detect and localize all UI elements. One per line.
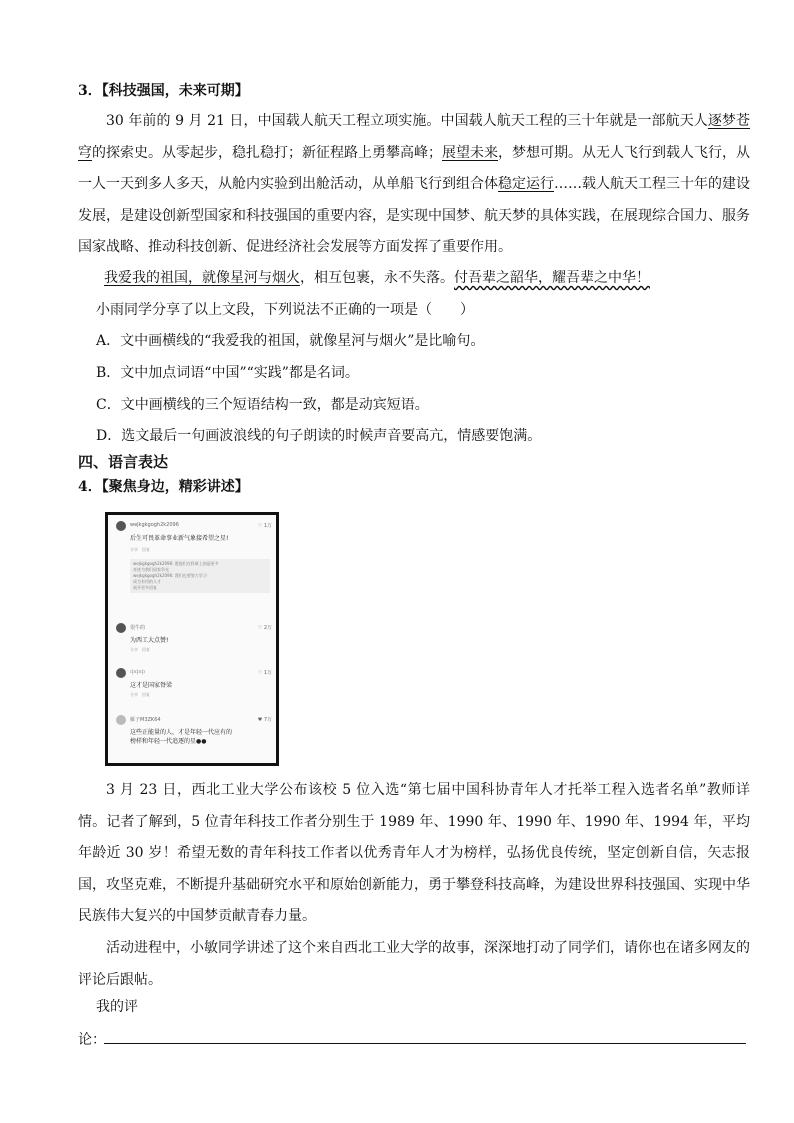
comment-actions: 分享 回复 [130,547,150,552]
comment-text: 后生可畏革命事业新气象接希望之星! [130,535,229,542]
reply-line: 奇迹为我们国家争光 [133,567,169,572]
like-count-value: 7万 [263,717,272,723]
comment-item [116,623,272,659]
reply-line: 展开更多回复 [133,585,157,590]
passage-text: ，梦想可期。从无人飞行到载人飞行，从一人一天到多人多天，从舱内实验到出舱活动，从单船飞行到组合体 [78,144,750,192]
comment-username: 中中中 [130,670,146,676]
my-comment-label-line2: 论： [78,1032,106,1048]
comment-text: 为西工大点赞! [130,637,169,644]
passage-text: ……载人航天工程三十年的建设发展，是建设创新型国家和科技强国的重要内容，是实现中国梦、航天梦的具体实践，在展现综合国力、服务国家战略、推动科技创新、促进经济社会发展等方面发挥了重要作用。 [78,176,750,255]
question-3-closing-sentence [104,268,650,288]
comment-item [116,521,272,561]
reply-line: wejkgkgogh2k2096: 我们也要努力学习 [133,573,207,578]
like-count-value: 2万 [263,625,272,631]
comment-screenshot [105,512,279,766]
question-4-instruction: 活动进程中，小敏同学讲述了这个来自西北工业大学的故事，深深地打动了同学们，请你也在诸多网友的评论后跟帖。 [78,940,750,988]
passage-text: ，相互包裹，永不失落。 [300,270,454,286]
passage-text: 30 年前的 9 月 21 日，中国载人航天工程立项实施。中国载人航天工程的三十年就是一部航天人 [106,113,708,129]
avatar [116,715,126,725]
my-comment-label-line1: 我的评 [96,999,138,1015]
section-4-heading: 四、语言表达 [78,453,169,471]
comment-item [116,715,272,759]
like-count: ♥ 7万 [257,717,272,723]
wavy-underlined-sentence: 付吾辈之韶华，耀吾辈之中华！ [454,270,650,286]
comment-text-line: 这些正能量的人，才是年轻一代应有的 [130,729,233,736]
comment-text [130,728,232,746]
avatar [116,521,126,531]
like-count-value: 1万 [263,523,272,529]
comment-username: 雁子M3ZK64 [130,717,161,723]
comment-item [116,668,272,704]
comment-text: 这才是国家脊梁 [130,682,173,689]
option-b: B．文中加点词语“中国”“实践”都是名词。 [96,365,359,381]
option-d: D．选文最后一句画波浪线的句子朗读的时候声音要高亢，情感要饱满。 [96,428,542,444]
reply-line: wejkgkgogh2k2096: 愿他们在科研上创造更多 [133,561,219,566]
option-a: A．文中画横线的“我爱我的祖国，就像星河与烟火”是比喻句。 [96,333,485,349]
like-count: ♡ 1万 [257,670,272,676]
option-c: C．文中画横线的三个短语结构一致，都是动宾短语。 [96,397,429,413]
avatar [116,668,126,678]
underlined-metaphor: 我爱我的祖国，就像星河与烟火 [104,270,300,286]
comment-username: 很牛的 [130,625,146,631]
reply-line: 成为有用的人才 [133,579,161,584]
underlined-phrase-3: 稳定运行 [498,176,554,192]
comment-actions: 分享 回复 [130,692,150,697]
question-4-passage: 3 月 23 日，西北工业大学公布该校 5 位入选“第七届中国科协青年人才托举工程入选者名单”教师详情。记者了解到，5 位青年科技工作者分别生于 1989 年、1990 年、1990 年、1990 年、1994 年，平均年龄近 30 岁！希望无数的青年科技工作者以优秀青年人才为榜样，弘扬优良传统，坚定创新自信，矢志报国，攻坚克难，不断提升基础研究水平和原始创新能力，勇于攀登科技高峰，为建设世界科技强国、实现中华民族伟大复兴的中国梦贡献青春力量。 [78,782,750,924]
avatar [116,623,126,633]
underlined-phrase-1: 逐梦苍穹 [78,113,751,161]
passage-text: 的探索史。从零起步，稳扎稳打；新征程路上勇攀高峰； [92,144,442,161]
comment-text-line: 榜样和年轻一代追逐的星●● [130,738,207,745]
question-3-prompt: 小雨同学分享了以上文段，下列说法不正确的一项是（ ） [96,302,474,318]
like-count: ♡ 2万 [257,625,272,631]
answer-blank-line[interactable] [104,1043,746,1044]
reply-box [130,559,270,593]
comment-username: wejkgkgogh2k2096 [130,522,179,528]
question-3-passage [78,106,750,264]
like-count: ♡ 1万 [257,523,272,529]
underlined-phrase-2: 展望未来 [442,144,498,161]
comment-actions: 分享 回复 [130,647,150,652]
question-4-heading: 4．【聚焦身边，精彩讲述】 [78,479,249,495]
question-3-heading: 3．【科技强国，未来可期】 [78,83,249,99]
like-count-value: 1万 [263,670,272,676]
